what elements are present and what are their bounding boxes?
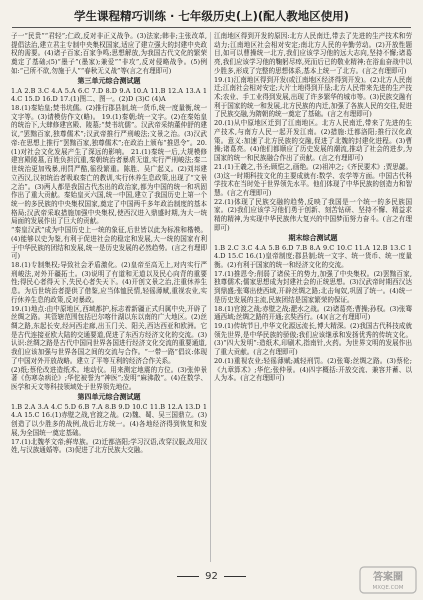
left-column [11, 32, 207, 562]
left-column-paragraph: 19.(1)地点:由中原地区,西域都护,标志着新疆正式归属中央,开辟了丝绸之路。其管辖范围包括巴尔喀什湖以东以南的广大地区。(2)丝绸之路,东起长安,经河西走廊,出玉门关、阳关,西达西亚和欧洲。它是古代连接亚欧大陆的交通要道,促进了东西方经济文化的交流。(3)认识:丝绸之路是古代中国同世界各国进行经济文化交流的重要通道,我们应该加强与世界各国之间的交流与合作。“一带一路”倡议:体现了中国对外开放战略。建立了平等互利的经济合作关系。 [11, 304, 207, 365]
right-column-paragraph: 20.(1)重视农业;轻徭薄赋;减轻刑罚。(2)张骞;丝绸之路。(3)蔡伦;《九章算术》;华佗;张仲景。(4)四字概括:开放交流、兼容并蓄、以人为本。(言之有理即可) [214, 356, 412, 383]
left-column-paragraph: 1.B 2.A 3.A 4.C 5.D 6.B 7.A 8.B 9.D 10.C 11.B 12.A 13.D 14.A 15.C 16.(1)赤壁之战,官渡之战。(2)魏、蜀、吴三国鼎立。(3)创造了以少胜多的战例,战后北方统一。(4)各地经济得到恢复和发展,为全国统一奠定基础。 [11, 402, 207, 437]
right-column-paragraph: 19.(1)传统节日,中华文化源远流长,博大精深。(2)我国古代科技成就领先世界,是中华民族的骄傲;我们应该继承和发扬优秀的传统文化。(3)“四大发明”:造纸术,印刷术,指南针,火药。为世界文明的发展作出了重大贡献。(言之有理即可) [214, 322, 412, 357]
right-column-paragraph: 江南地区得到开发的原因:北方人民南迁,带去了先进的生产技术和劳动力;江南地区社会相对安定;南北方人民的辛勤劳动。(2)开放性题目,如可以曹操统一北方,我们应该学习他的远大志向,坚持不懈;诸葛亮,我们应该学习他的鞠躬尽瘁,死而后已的敬业精神;在浴血奋战中以少胜多,形成了完整的思想体系,基本上统一了北方。(言之有理即可) [214, 32, 412, 75]
right-column-paragraph: 21.(1)王羲之,书圣;顾恺之,画绝。(2)祖冲之;《齐民要术》;贾思勰。(3)这一时期科技文化的主要成就有:数学、农学等方面。中国古代科学技术在当时处于世界领先水平。他们体现了中华民族的创造力和智慧。(言之有理即可) [214, 162, 412, 197]
left-column-section-heading: 第三单元综合测试题 [77, 76, 141, 85]
page-number: 92 [205, 570, 218, 582]
svg-text:MXQE.COM: MXQE.COM [372, 585, 404, 591]
left-column-paragraph: 子一“民贵”“君轻”;仁政,反对非正义战争。(3)法家;韩非;主张改革,提倡法治,建立君主专制中央集权国家,适应了建立强大的封建中央政权的需要。(4)诸子百家;百家争鸣;思想解放,为我国古代文化的繁荣奠定了基础;(5)“墨子”(墨家);兼爱”“非攻”,反对侵略战争。(5)例如:“己所不欲,勿施于人”“春秋无义战”等(言之有理即可) [11, 32, 207, 75]
svg-text:答案圈: 答案圈 [373, 572, 403, 583]
right-column-paragraph: 20.(1)从中原地区迁到了江南地区。北方人民南迁,带来了先进的生产技术,与南方人民一起开发江南。(2)措施:迁都洛阳;推行汉化政策。意义:加速了北方民族的交融,促进了北魏的封建化进程。(3)曹操;诸葛亮。(4)他们都顺应了历史发展的潮流,推动了社会的进步,为国家的统一和民族融合作出了贡献。(言之有理即可) [214, 119, 412, 163]
left-column-paragraph: 18.(1)专制集权;导致社会矛盾激化。(2)皇帝至高无上,对内实行严刑峻法,对外开疆拓土。(3)说明了有道和无道以及民心向背的重要性;得民心者得天下,失民心者失天下。(4)开创文景之治,注重休养生息。为后世统治者提供了借鉴,应当体恤民情,轻徭薄赋,重视农业,实行休养生息的政策,反对暴政。 [11, 260, 207, 304]
right-column-paragraph: 18.(1)官渡之战;赤壁之战;淝水之战。(2)诸葛亮;曹操;孙权。(3)张骞通西域;丝绸之路的开通;玄奘西行。(4)(言之有理即可) [214, 304, 412, 322]
page-header [10, 6, 413, 28]
page-number-rule-right [224, 576, 246, 577]
page-number-rule-left [177, 576, 199, 577]
left-column-paragraph: 17.(1)北魏孝文帝;鲜卑族。(2)迁都洛阳;学习汉语,改穿汉服,改用汉姓,与汉族通婚等。(3)促进了北方民族大交融。 [11, 437, 207, 455]
right-column-section-heading: 期末综合测试题 [288, 233, 338, 242]
column-divider [210, 32, 211, 562]
right-column-paragraph: 1.B 2.C 3.C 4.A 5.B 6.D 7.B 8.A 9.C 10.C 11.A 12.B 13.C 14.D 15.C 16.(1)皇帝制度;郡县制;统一文字、统一货币、统一度量衡。(2)有利于国家的统一和经济文化的交流。 [214, 243, 412, 269]
stamp-logo-icon [359, 566, 417, 594]
left-column-paragraph: 1.A 2.B 3.C 4.A 5.A 6.C 7.D 8.D 9.A 10.A 11.B 12.A 13.A 14.C 15.D 16.D 17.(1)图二、图一。(2)D (3)C (4)A [11, 86, 207, 104]
left-column-paragraph: 18.(1)秦始皇;焚书坑儒。(2)推行郡县制,统一货币,统一度量衡,统一文字等。(3)请模仿作文(略)。 19.(1)秦朝;统一文字。(2)在秦始皇的统治下,大肆修建宫殿、陵墓;“焚书坑儒”。汉武帝采纳董仲舒的建议,“罢黜百家,独尊儒术”;汉武帝推行严刑峻法;文景之治。(3)汉武帝:在思想上推行“罢黜百家,独尊儒术”;在政治上颁布“推恩令”。20.(1)对社会文化发展产生了深远的影响。 21.(1)秦统一后,大规模修建宫殿陵墓,百姓负担沉重,秦朝统治者暴虐无道,实行严刑峻法;秦二世统治更加残暴,刑罚严酷,徭役繁重。陈胜、吴广起义。(2)刘邦建立西汉,汉初统治者吸取秦亡的教训,实行休养生息政策,出现了“文景之治”。(3)两人都是我国古代杰出的政治家,都为中国的统一和巩固作出了重大贡献。秦始皇灭六国,统一中国,建立了我国历史上第一个统一的多民族的中央集权国家,奠定了中国两千多年政治制度的基本格局;汉武帝采取措施加强中央集权,使西汉进入鼎盛时期,为大一统局面的发展作出了巨大的贡献。 [11, 104, 207, 226]
header-rule [12, 27, 411, 28]
right-column-paragraph: 17.(1)推恩令;削弱了诸侯王的势力,加强了中央集权。(2)罢黜百家,独尊儒术;儒家思想成为封建社会的正统思想。(3)汉武帝时期西汉达到鼎盛;张骞出使西域,开辟丝绸之路;北击匈奴,巩固了统一。(4)统一是历史发展的主流,民族团结是国家繁荣的保证。 [214, 269, 412, 304]
watermark-stamp-logo [359, 566, 417, 594]
right-column-paragraph: 19.(1)江南地区得到开发(或江南地区经济得到开发)。(2)北方人民南迁;江南社会相对安定;大片土地得到开垦;北方人民带来先进的生产技术;农业、手工业得到发展,出现了许多繁华的城市等。(3)民族交融有利于国家的统一和发展,北方民族的内迁,加强了各族人民的交往,促进了民族交融,为隋朝的统一奠定了基础。(言之有理即可) [214, 75, 412, 119]
right-column [214, 32, 412, 562]
left-column-paragraph: “秦皇汉武”成为中国历史上一统的象征,后世皆以此为标准和楷模。(4)能够以史为鉴,有利于促进社会的稳定和发展,大一统的国家有利于中华民族的团结和发展,统一是历史发展的必然趋势。(言之有理即可) [11, 226, 207, 261]
header-title: 学生课程精巧训练 · 七年级历史(上)(配人教地区使用) [74, 9, 349, 23]
right-column-paragraph: 22.(1)体现了民族交融的趋势,反映了我国是一个统一的多民族国家。(2)我们应该学习他们勇于创新、刻苦钻研、坚持不懈、精益求精的精神,为实现中华民族伟大复兴的中国梦而努力奋斗。(言之有理即可) [214, 197, 412, 232]
left-column-paragraph: (2)纸;蔡伦改进造纸术。地动仪。用来测定地震的方位。(3)张仲景著《伤寒杂病论》;华佗被誉为“神医”;发明“麻沸散”。(4)在数学、医学和天文等科技领域处于世界领先地位。 [11, 365, 207, 392]
left-column-section-heading: 第四单元综合测试题 [77, 392, 141, 401]
